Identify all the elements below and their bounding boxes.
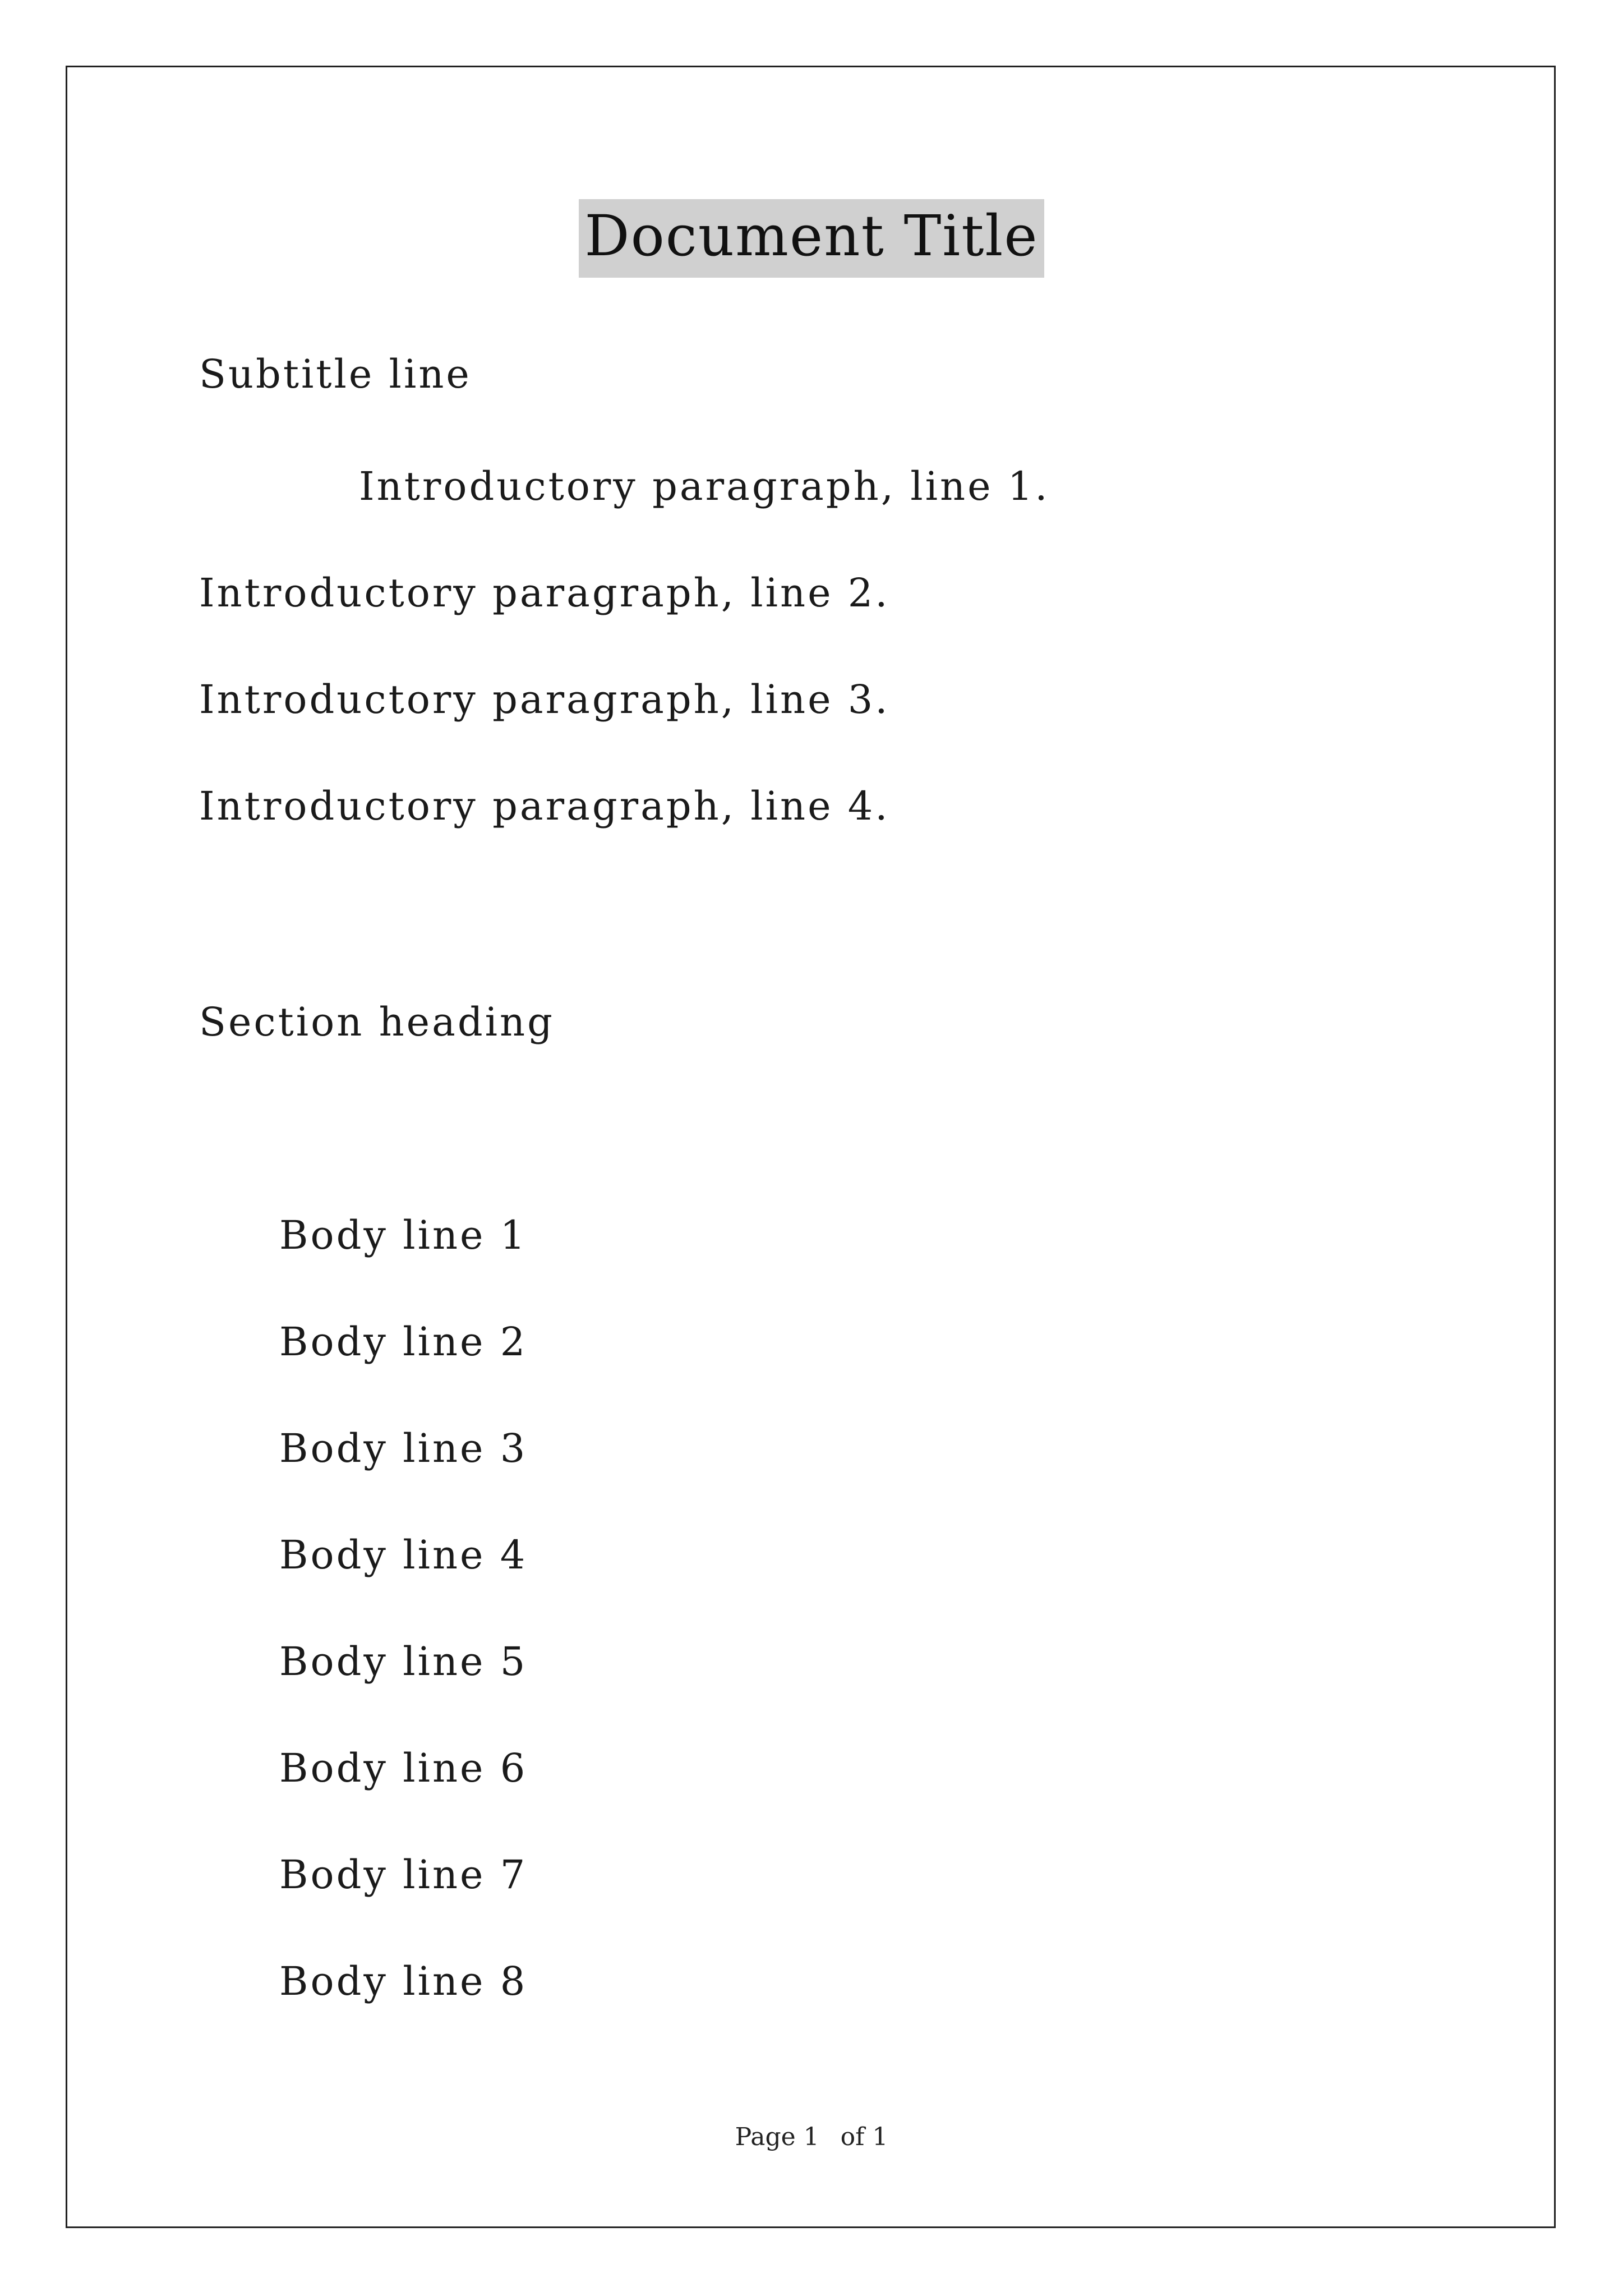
body-line-2: Body line 2	[279, 1319, 528, 1365]
body-line-8: Body line 8	[279, 1958, 528, 2004]
body-line-4: Body line 4	[279, 1532, 528, 1578]
page-total: of 1	[840, 2123, 888, 2151]
intro-line-2: Introductory paragraph, line 2.	[199, 570, 890, 616]
body-line-6: Body line 6	[279, 1745, 528, 1791]
intro-line-4: Introductory paragraph, line 4.	[199, 783, 890, 829]
body-line-7: Body line 7	[279, 1852, 528, 1898]
body-line-5: Body line 5	[279, 1639, 528, 1685]
intro-line-1: Introductory paragraph, line 1.	[359, 463, 1050, 509]
intro-line-3: Introductory paragraph, line 3.	[199, 677, 890, 723]
page-footer	[0, 2122, 1623, 2152]
body-line-1: Body line 1	[279, 1212, 528, 1258]
document-subtitle: Subtitle line	[199, 351, 472, 397]
body-line-3: Body line 3	[279, 1425, 528, 1471]
title-container	[0, 199, 1623, 278]
page-number: Page 1	[735, 2123, 819, 2151]
document-title: Document Title	[579, 199, 1044, 278]
section-heading: Section heading	[199, 999, 555, 1045]
